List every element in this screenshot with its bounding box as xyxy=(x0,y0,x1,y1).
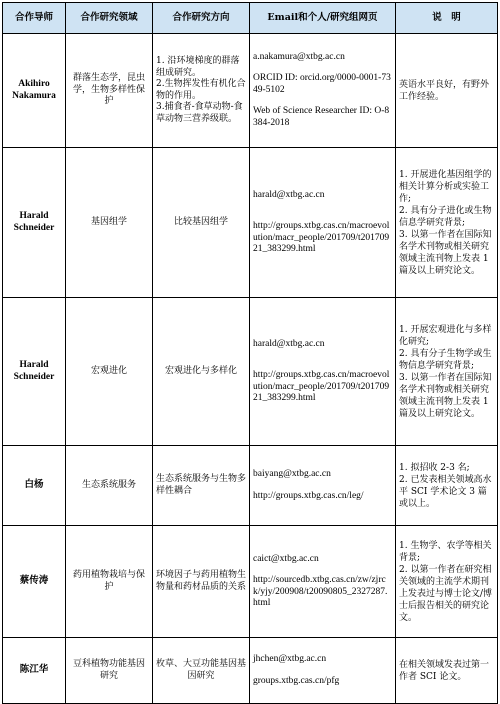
homepage-link[interactable]: http://sourcedb.xtbg.cas.cn/zw/zjrck/yjy/200908/t20090805_2327287.html xyxy=(253,575,388,608)
notes-cell xyxy=(396,34,498,148)
direction-item: 枚草、大豆功能基因基因研究 xyxy=(156,659,247,681)
direction-item: 2.生物挥发性有机化合物的作用。 xyxy=(156,79,246,101)
contact-cell xyxy=(250,638,396,704)
table-row xyxy=(3,526,498,638)
table-row xyxy=(3,34,498,148)
mentor-name: Harald Schneider xyxy=(3,298,66,446)
note-item: 2. 已发表相关领域高水平 SCI 学术论文 3 篇或以上。 xyxy=(399,474,492,509)
notes-cell xyxy=(396,526,498,638)
research-direction xyxy=(153,446,250,526)
note-item: 1. 拟招收 2-3 名; xyxy=(399,462,470,473)
note-item: 3. 以第一作者在国际知名学术刊物或相关研究领域主流刊物上发表 1 篇及以上研究论文。 xyxy=(399,229,492,276)
contact-cell xyxy=(250,298,396,446)
contact-cell xyxy=(250,34,396,148)
notes-cell xyxy=(396,446,498,526)
note-item: 1. 生物学、农学等相关背景; xyxy=(399,540,492,563)
email-link[interactable]: a.nakamura@xtbg.ac.cn xyxy=(253,51,345,62)
research-field: 宏观进化 xyxy=(66,298,153,446)
researcher-id: Web of Science Researcher ID: O-8384-2018 xyxy=(253,106,390,128)
direction-item: 比较基因组学 xyxy=(173,216,228,227)
homepage-link[interactable]: http://groups.xtbg.cas.cn/leg/ xyxy=(253,490,364,501)
email-link[interactable]: harald@xtbg.ac.cn xyxy=(253,338,325,349)
notes-cell xyxy=(396,148,498,298)
mentor-name: 蔡传涛 xyxy=(3,526,66,638)
research-direction xyxy=(153,34,250,148)
table-row xyxy=(3,446,498,526)
note-item: 1. 开展宏观进化与多样化研究; xyxy=(399,324,492,347)
header-field: 合作研究领域 xyxy=(66,3,153,34)
direction-item: 3.捕食者-食草动物-食草动物三营养级联。 xyxy=(156,102,243,124)
research-direction xyxy=(153,298,250,446)
direction-item: 生态系统服务与生物多样性耦合 xyxy=(156,474,247,496)
contact-cell xyxy=(250,526,396,638)
email-link[interactable]: harald@xtbg.ac.cn xyxy=(253,189,325,200)
table-row xyxy=(3,298,498,446)
homepage-link[interactable]: groups.xtbg.cas.cn/pfg xyxy=(253,675,340,686)
research-field: 群落生态学，昆虫学，生物多样性保护 xyxy=(66,34,153,148)
note-item: 3. 以第一作者在国际知名学术刊物或相关研究领域主流刊物上发表 1 篇及以上研究论文。 xyxy=(399,372,492,419)
homepage-link[interactable]: http://groups.xtbg.cas.cn/macroevolution/macr_people/201709/t20170921_383299.html xyxy=(253,221,390,254)
direction-item: 宏观进化与多样化 xyxy=(164,365,237,376)
mentor-name: Akihiro Nakamura xyxy=(3,34,66,148)
table-row xyxy=(3,638,498,704)
header-contact: Email和个人/研究组网页 xyxy=(250,3,396,34)
homepage-link[interactable]: http://groups.xtbg.cas.cn/macroevolution/macr_people/201709/t20170921_383299.html xyxy=(253,370,390,403)
research-direction xyxy=(153,526,250,638)
collaborator-table xyxy=(2,2,498,704)
note-item: 英语水平良好，有野外工作经验。 xyxy=(399,79,490,102)
research-field: 生态系统服务 xyxy=(66,446,153,526)
direction-item: 环境因子与药用植物生物量和药材品质的关系 xyxy=(156,570,247,592)
research-field: 基因组学 xyxy=(66,148,153,298)
mentor-name: 白杨 xyxy=(3,446,66,526)
research-direction xyxy=(153,148,250,298)
research-field: 药用植物栽培与保护 xyxy=(66,526,153,638)
email-link[interactable]: caict@xtbg.ac.cn xyxy=(253,553,319,564)
direction-item: 1. 沿环境梯度的群落组成研究。 xyxy=(156,56,240,78)
notes-cell xyxy=(396,638,498,704)
table-row xyxy=(3,148,498,298)
note-item: 2. 具有分子生物学或生物信息学研究背景; xyxy=(399,348,492,371)
orcid-id: ORCID ID: orcid.org/0000-0001-7349-5102 xyxy=(253,73,391,95)
contact-cell xyxy=(250,148,396,298)
header-direction: 合作研究方向 xyxy=(153,3,250,34)
header-row xyxy=(3,3,498,34)
mentor-name: 陈江华 xyxy=(3,638,66,704)
header-notes: 说 明 xyxy=(396,3,498,34)
contact-cell xyxy=(250,446,396,526)
header-mentor: 合作导师 xyxy=(3,3,66,34)
research-field: 豆科植物功能基因研究 xyxy=(66,638,153,704)
notes-cell xyxy=(396,298,498,446)
email-link[interactable]: jhchen@xtbg.ac.cn xyxy=(253,654,327,664)
note-item: 在相关领域发表过第一作者 SCI 论文。 xyxy=(399,659,490,682)
research-direction xyxy=(153,638,250,704)
email-link[interactable]: baiyang@xtbg.ac.cn xyxy=(253,469,331,479)
mentor-name: Harald Schneider xyxy=(3,148,66,298)
note-item: 2. 具有分子进化或生物信息学研究背景; xyxy=(399,205,492,228)
note-item: 2. 以第一作者在研究相关领域的主流学术期刊上发表过与博士论文/博士后报告相关的研究论文。 xyxy=(399,564,493,623)
note-item: 1. 开展进化基因组学的相关计算分析或实验工作; xyxy=(399,169,492,204)
